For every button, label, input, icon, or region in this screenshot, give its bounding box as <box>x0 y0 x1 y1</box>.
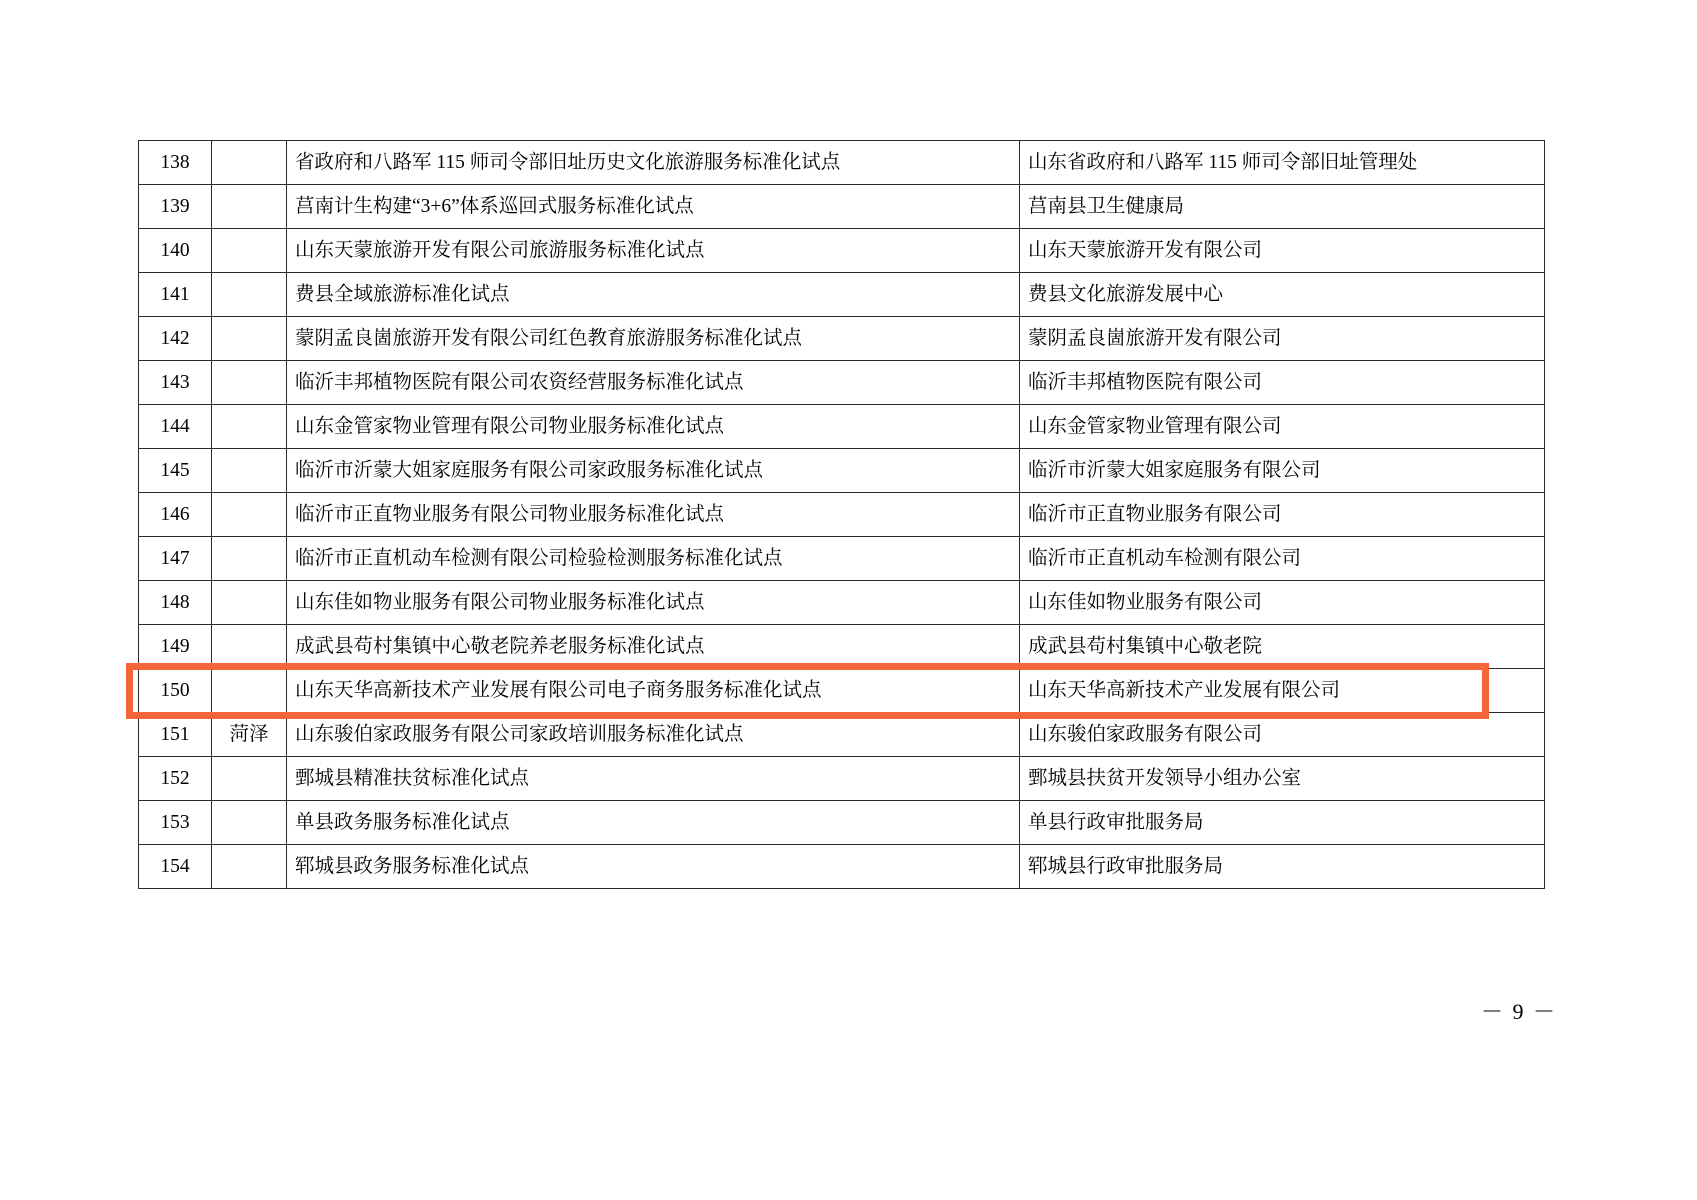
row-number: 139 <box>139 185 212 229</box>
row-organization: 山东金管家物业管理有限公司 <box>1020 405 1545 449</box>
row-project-name: 山东金管家物业管理有限公司物业服务标准化试点 <box>287 405 1020 449</box>
row-number: 151 <box>139 713 212 757</box>
row-project-name: 成武县苟村集镇中心敬老院养老服务标准化试点 <box>287 625 1020 669</box>
row-project-name: 莒南计生构建“3+6”体系巡回式服务标准化试点 <box>287 185 1020 229</box>
row-region <box>212 581 287 625</box>
row-region <box>212 229 287 273</box>
row-number: 140 <box>139 229 212 273</box>
table-row <box>139 405 1545 449</box>
table-row <box>139 185 1545 229</box>
table-row <box>139 537 1545 581</box>
row-project-name: 蒙阴孟良崮旅游开发有限公司红色教育旅游服务标准化试点 <box>287 317 1020 361</box>
row-project-name: 郓城县政务服务标准化试点 <box>287 845 1020 889</box>
row-region <box>212 801 287 845</box>
table-row <box>139 581 1545 625</box>
row-number: 143 <box>139 361 212 405</box>
table-row <box>139 141 1545 185</box>
row-region <box>212 537 287 581</box>
row-number: 145 <box>139 449 212 493</box>
row-region <box>212 361 287 405</box>
row-project-name: 鄄城县精准扶贫标准化试点 <box>287 757 1020 801</box>
row-project-name: 山东骏伯家政服务有限公司家政培训服务标准化试点 <box>287 713 1020 757</box>
table-row <box>139 625 1545 669</box>
row-number: 152 <box>139 757 212 801</box>
table-row <box>139 801 1545 845</box>
table-row <box>139 361 1545 405</box>
row-region <box>212 493 287 537</box>
row-region: 菏泽 <box>212 713 287 757</box>
row-region <box>212 449 287 493</box>
row-number: 153 <box>139 801 212 845</box>
row-project-name: 单县政务服务标准化试点 <box>287 801 1020 845</box>
row-organization: 莒南县卫生健康局 <box>1020 185 1545 229</box>
row-organization: 成武县苟村集镇中心敬老院 <box>1020 625 1545 669</box>
row-number: 147 <box>139 537 212 581</box>
row-number: 150 <box>139 669 212 713</box>
row-project-name: 临沂市正直物业服务有限公司物业服务标准化试点 <box>287 493 1020 537</box>
row-organization: 费县文化旅游发展中心 <box>1020 273 1545 317</box>
row-organization: 临沂市沂蒙大姐家庭服务有限公司 <box>1020 449 1545 493</box>
row-number: 138 <box>139 141 212 185</box>
row-project-name: 省政府和八路军 115 师司令部旧址历史文化旅游服务标准化试点 <box>287 141 1020 185</box>
row-number: 144 <box>139 405 212 449</box>
row-organization: 蒙阴孟良崮旅游开发有限公司 <box>1020 317 1545 361</box>
row-project-name: 临沂市正直机动车检测有限公司检验检测服务标准化试点 <box>287 537 1020 581</box>
row-region <box>212 845 287 889</box>
row-organization: 单县行政审批服务局 <box>1020 801 1545 845</box>
row-organization: 山东佳如物业服务有限公司 <box>1020 581 1545 625</box>
table-row <box>139 669 1545 713</box>
row-organization: 山东省政府和八路军 115 师司令部旧址管理处 <box>1020 141 1545 185</box>
row-organization: 郓城县行政审批服务局 <box>1020 845 1545 889</box>
row-region <box>212 273 287 317</box>
row-number: 141 <box>139 273 212 317</box>
row-organization: 山东骏伯家政服务有限公司 <box>1020 713 1545 757</box>
row-number: 149 <box>139 625 212 669</box>
table-row <box>139 845 1545 889</box>
table-row <box>139 757 1545 801</box>
row-project-name: 山东天蒙旅游开发有限公司旅游服务标准化试点 <box>287 229 1020 273</box>
row-region <box>212 141 287 185</box>
row-number: 154 <box>139 845 212 889</box>
row-region <box>212 625 287 669</box>
row-organization: 山东天蒙旅游开发有限公司 <box>1020 229 1545 273</box>
row-project-name: 临沂丰邦植物医院有限公司农资经营服务标准化试点 <box>287 361 1020 405</box>
row-number: 146 <box>139 493 212 537</box>
row-region <box>212 185 287 229</box>
table-body <box>139 141 1545 889</box>
table-row <box>139 493 1545 537</box>
table-row <box>139 229 1545 273</box>
row-organization: 临沂市正直机动车检测有限公司 <box>1020 537 1545 581</box>
row-organization: 临沂丰邦植物医院有限公司 <box>1020 361 1545 405</box>
page-number: － 9 － <box>1480 999 1557 1024</box>
row-project-name: 费县全域旅游标准化试点 <box>287 273 1020 317</box>
row-number: 142 <box>139 317 212 361</box>
row-project-name: 山东天华高新技术产业发展有限公司电子商务服务标准化试点 <box>287 669 1020 713</box>
row-project-name: 临沂市沂蒙大姐家庭服务有限公司家政服务标准化试点 <box>287 449 1020 493</box>
row-region <box>212 757 287 801</box>
row-project-name: 山东佳如物业服务有限公司物业服务标准化试点 <box>287 581 1020 625</box>
row-organization: 山东天华高新技术产业发展有限公司 <box>1020 669 1545 713</box>
row-organization: 临沂市正直物业服务有限公司 <box>1020 493 1545 537</box>
table-row <box>139 273 1545 317</box>
row-region <box>212 317 287 361</box>
pilot-projects-table <box>138 140 1545 889</box>
table-row <box>139 449 1545 493</box>
row-number: 148 <box>139 581 212 625</box>
row-region <box>212 669 287 713</box>
row-region <box>212 405 287 449</box>
row-organization: 鄄城县扶贫开发领导小组办公室 <box>1020 757 1545 801</box>
table-row-highlighted <box>139 713 1545 757</box>
table-row <box>139 317 1545 361</box>
